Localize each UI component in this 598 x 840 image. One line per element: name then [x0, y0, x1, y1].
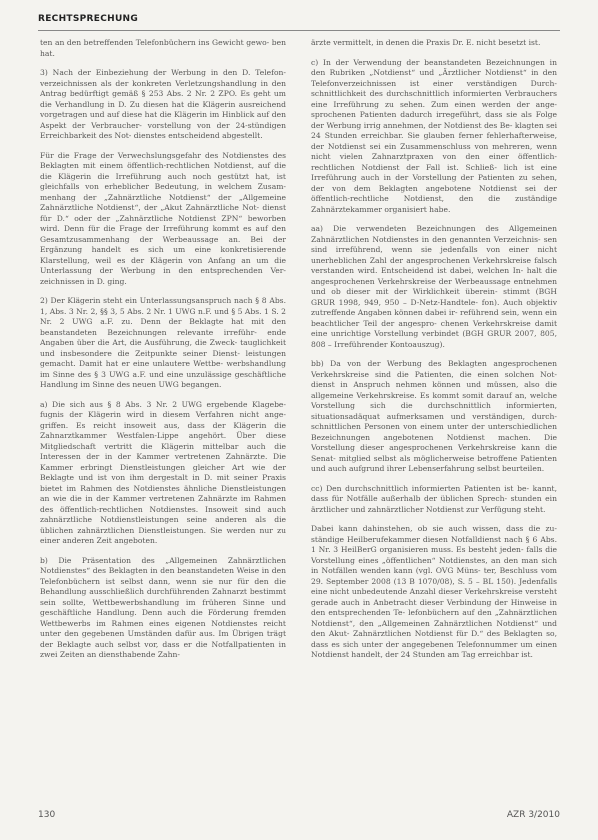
header-divider: [38, 30, 560, 31]
paragraph: cc) Den durchschnittlich informierten Patienten ist be- kannt, dass für Notfälle außerhalb der üblichen Sprech- stunden ein ärztlicher und zahnärztlicher Notdienst zur Verfügung steht.: [311, 483, 557, 514]
right-column: [311, 38, 557, 790]
section-header: RECHTSPRECHUNG: [38, 14, 139, 24]
paragraph: 2) Der Klägerin steht ein Unterlassungsanspruch nach § 8 Abs. 1, Abs. 3 Nr. 2, §§ 3, 5 Abs. 2 Nr. 1 UWG n.F. und § 5 Abs. 1 S. 2 Nr. 2 UWG a.F. zu. Denn der Beklagte hat mit den beanstandeten Bezeichnungen relevante irreführ- ende Angaben über die Art, die Ausführung, die Zweck- tauglichkeit und insbesondere die Zeitpunkte seiner Dienst- leistungen gemacht. Damit hat er eine unlautere Wettbe- werbshandlung im Sinne des § 3 UWG a.F. und eine unzulässige geschäftliche Handlung im Sinne des neuen UWG begangen.: [40, 296, 286, 389]
paragraph: 3) Nach der Einbeziehung der Werbung in den D. Telefon- verzeichnissen als der konkreten Verletzungshandlung in den Antrag bedürftigt gemäß § 253 Abs. 2 Nr. 2 ZPO. Es geht um die Verhandlung in D. Zu diesen hat die Klägerin ausreichend vorgetragen und auf diese hat die Klägerin im Hinblick auf den Aspekt der Verbraucher- vorstellung von der 24-stündigen Erreichbarkeit des Not- dienstes entscheidend abgestellt.: [40, 68, 286, 140]
page-number: 130: [38, 810, 56, 820]
journal-reference: AZR 3/2010: [506, 810, 560, 820]
paragraph: bb) Da von der Werbung des Beklagten angesprochenen Verkehrskreise sind die Patienten, die einen solchen Not- dienst in Anspruch nehmen können und müssen, also die allgemeine Verkehrskreise. Es kommt somit darauf an, welche Vorstellung sich die durchschnittlich informierten, situationsadäquat aufmerksamen und verständigen, durch- schnittlichen Personen von einem unter der unterschiedlichen Bezeichnungen angebotenen Notdienst machen. Die Vorstellung dieser angesprochenen Verkehrskreise kann die Senat- mitglied selbst als möglicherweise betroffene Patienten und auch aufgrund ihrer Lebenserfahrung selbst beurteilen.: [311, 359, 557, 473]
left-column: [40, 38, 286, 790]
paragraph: c) In der Verwendung der beanstandeten Bezeichnungen in den Rubriken „Notdienst“ und „Ärztlicher Notdienst“ in den Telefonverzeichnissen ist einer verständigen Durch- schnittlichkeit des durchschnittlich informierten Verbrauchers eine Irreführung zu sehen. Zum einen werden der ange- sprochenen Patienten dadurch irregeführt, dass sie als Folge der Werbung irrig annehmen, der Notdienst des Be- klagten sei 24 Stunden erreichbar. Sie glauben ferner fehlerhafterweise, der Notdienst sei ein Zusammenschluss von mehreren, wenn nicht vielen Zahnarztpraxen von den einer öffentlich-rechtlichen Notdienst der Fall ist. Schließ- lich ist eine Irreführung auch in der Vorstellung der Patienten zu sehen, der von dem Beklagten angebotene Notdienst sei der öffentlich-rechtliche Notdienst, den die zuständige Zahnärztekammer organisiert habe.: [311, 57, 557, 214]
paragraph: Für die Frage der Verwechslungsgefahr des Notdienstes des Beklagten mit einem öffentlich-rechtlichen Notdienst, auf die die Klägerin die Irreführung auch noch gestützt hat, ist gleichfalls von erheblicher Bedeutung, in welchem Zusam- menhang der „Zahnärztliche Notdienst“ der „Allgemeine Zahnärztliche Notdienst“, der „Akut Zahnärztliche Not- dienst für D.“ oder der „Zahnärztliche Notdienst ZPN“ beworben wird. Denn für die Frage der Irreführung kommt es auf den Gesamtzusammenhang der Werbeaussage an. Bei der Ergänzung handelt es sich um eine konkretisierende Klarstellung, weil es der Klägerin von Anfang an um die Unterlassung der Werbung in den entsprechenden Ver- zeichnissen in D. ging.: [40, 150, 286, 286]
paragraph: b) Die Präsentation des „Allgemeinen Zahnärztlichen Notdienstes“ des Beklagten in den beanstandeten Weise in den Telefonbüchern ist selbst dann, wenn sie nur für den die Behandlung ausschließlich durchführenden Zahnarzt bestimmt sein sollte, Wettbewerbshandlung im früheren Sinne und geschäftliche Handlung. Denn auch die Förderung fremden Wettbewerbs im Rahmen eines eigenen Notdienstes reicht unter den gegebenen Umständen dafür aus. Im Übrigen trägt der Beklagte auch selbst vor, dass er die Notfallpatienten in zwei Zeiten an diensthabende Zahn-: [40, 555, 286, 659]
paragraph: aa) Die verwendeten Bezeichnungen des Allgemeinen Zahnärztlichen Notdienstes in den genannten Verzeichnis- sen sind irreführend, wenn sie jedenfalls von einer nicht unerheblichen Zahl der angesprochenen Verkehrskreise falsch verstanden wird. Entscheidend ist dabei, welchen In- halt die angesprochenen Verkehrskreise der Werbeaussage entnehmen und ob dieser mit der Wirklichkeit überein- stimmt (BGH GRUR 1998, 949, 950 – D-Netz-Handtele- fon). Auch objektiv zutreffende Angaben können dabei ir- reführend sein, wenn ein beachtlicher Teil der angespro- chenen Verkehrskreise damit eine unrichtige Vorstellung verbindet (BGH GRUR 2007, 805, 808 – Irreführender Kontoauszug).: [311, 224, 557, 349]
paragraph: ärzte vermittelt, in denen die Praxis Dr. E. nicht besetzt ist.: [311, 38, 541, 47]
paragraph: Dabei kann dahinstehen, ob sie auch wissen, dass die zu- ständige Heilberufekammer diesen Notfalldienst nach § 6 Abs. 1 Nr. 3 HeilBerG organisieren muss. Es besteht jeden- falls die Vorstellung eines „öffentlichen“ Notdienstes, an den man sich in Notfällen wenden kann (vgl. OVG Müns- ter, Beschluss vom 29. September 2008 (13 B 1070/08), S. 5 – BL 150). Jedenfalls eine nicht unbedeutende Anzahl dieser Verkehrskreise versteht gerade auch in Anbetracht dieser Verbindung der Hinweise in den entsprechenden Te- lefonbüchern auf den „Zahnärztlichen Notdienst“, den „Allgemeinen Zahnärztlichen Notdienst“ und den Akut- Zahnärztlichen Notdienst für D.“ des Beklagten so, dass es sich unter der angegebenen Telefonnummer um einen Notdienst handelt, der 24 Stunden am Tag erreichbar ist.: [311, 524, 557, 659]
paragraph: ten an den betreffenden Telefonbüchern ins Gewicht gewo- ben hat.: [40, 38, 286, 58]
paragraph: a) Die sich aus § 8 Abs. 3 Nr. 2 UWG ergebende Klagebe- fugnis der Klägerin wird in diesem Verfahren nicht ange- griffen. Es reicht insoweit aus, dass der Klägerin die Zahnarztkammer Westfalen-Lippe angehört. Über diese Mitgliedschaft vertritt die Klägerin mittelbar auch die Interessen der in der Kammer vertretenen Zahnärzte. Die Kammer erbringt Dienstleistungen gleicher Art wie der Beklagte und ist von ihm dergestalt in D. mit seiner Praxis bietet im Rahmen des Notdienstes ähnliche Dienstleistungen an wie die in der Kammer vertretenen Zahnärzte im Rahmen des öffentlich-rechtlichen Notdienstes. Insoweit sind auch zahnärztliche Notdienstleistungen seine anderen als die üblichen zahnärztlichen Dienstleistungen. Sie werden nur zu einer anderen Zeit angeboten.: [40, 399, 286, 545]
